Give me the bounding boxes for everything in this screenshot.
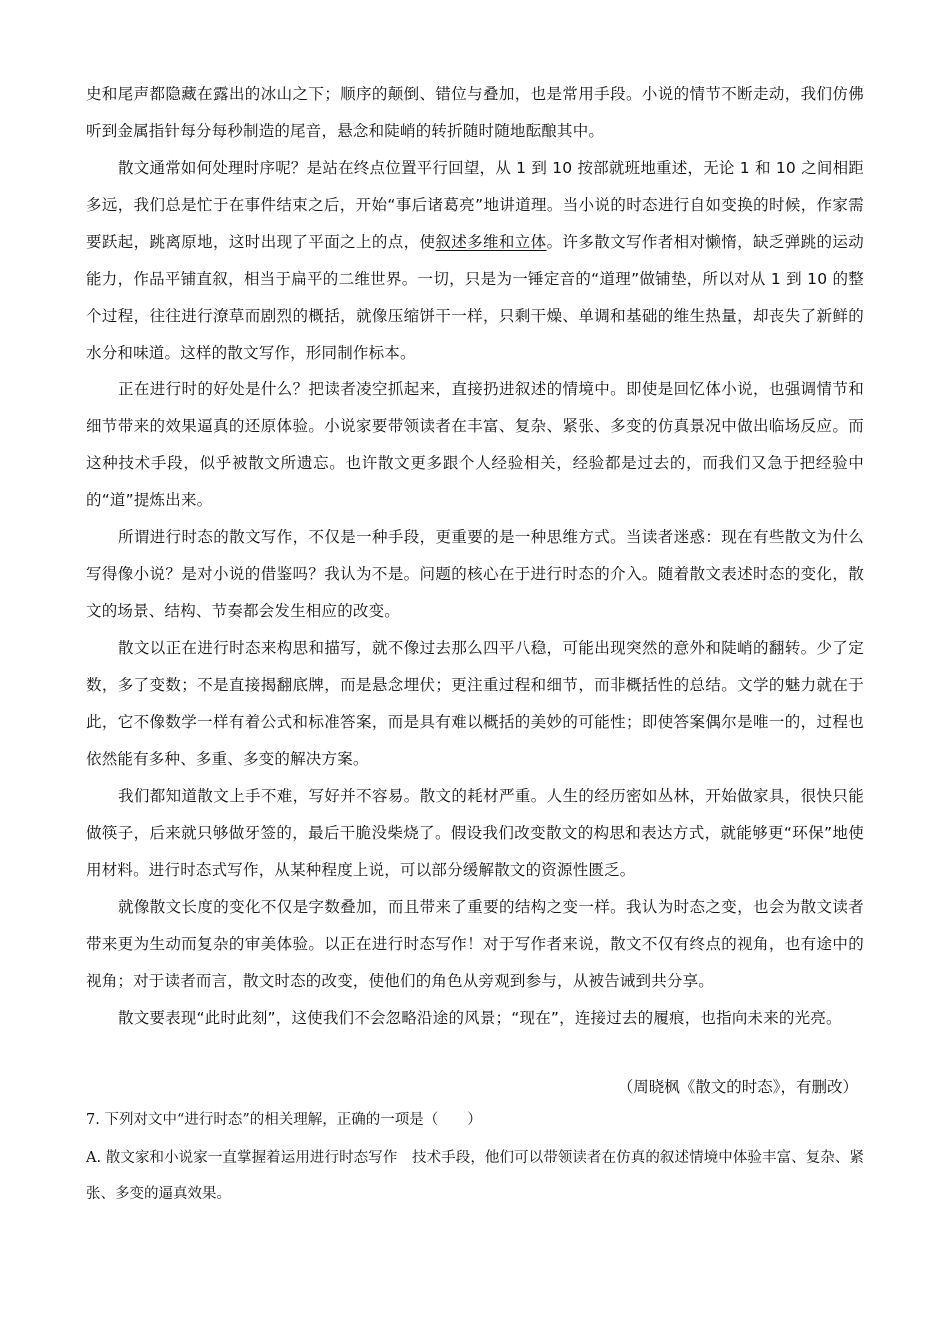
paragraph-6: 我们都知道散文上手不难，写好并不容易。散文的耗材严重。人生的经历密如丛林，开始做家具，很快只能做筷子，后来就只够做牙签的，最后干脆没柴烧了。假设我们改变散文的构思和表达方式，就能够更“环保”地使用材料。进行时态式写作，从某种程度上说，可以部分缓解散文的资源性匮乏。 <box>86 787 864 879</box>
paragraph-7: 就像散文长度的变化不仅是字数叠加，而且带来了重要的结构之变一样。我认为时态之变，也会为散文读者带来更为生动而复杂的审美体验。以正在进行时态写作！对于写作者来说，散文不仅有终点的视角，也有途中的视角；对于读者而言，散文时态的改变，使他们的角色从旁观到参与，从被告诫到共分享。 <box>86 898 864 990</box>
paragraph-4: 所谓进行时态的散文写作，不仅是一种手段，更重要的是一种思维方式。当读者迷惑：现在有些散文为什么写得像小说？是对小说的借鉴吗？我认为不是。问题的核心在于进行时态的介入。随着散文表述时态的变化，散文的场景、结构、节奏都会发生相应的改变。 <box>86 528 864 620</box>
paragraph-2-text-b: 。许多散文写作者相对懒惰，缺乏弹跳的运动能力，作品平铺直叙，相当于扁平的二维世界。一切，只是为一锤定音的“道理”做铺垫，所以对从 1 到 10 的整个过程，往往进行潦草而剧烈的概括，就像压缩饼干一样，只剩干燥、单调和基础的维生热量，却丧失了新鲜的水分和味道。这样的散文写作，形同制作标本。 <box>86 233 864 362</box>
paragraph-3: 正在进行时的好处是什么？把读者凌空抓起来，直接扔进叙述的情境中。即使是回忆体小说，也强调情节和细节带来的效果逼真的还原体验。小说家要带领读者在丰富、复杂、紧张、多变的仿真景况中做出临场反应。而这种技术手段，似乎被散文所遗忘。也许散文更多跟个人经验相关，经验都是过去的，而我们又急于把经验中的“道”提炼出来。 <box>86 380 864 509</box>
paragraph-1: 史和尾声都隐藏在露出的冰山之下；顺序的颠倒、错位与叠加，也是常用手段。小说的情节不断走动，我们仿佛听到金属指针每分每秒制造的尾音，悬念和陡峭的转折随时随地酝酿其中。 <box>86 85 864 140</box>
article-source: （周晓枫《散文的时态》，有删改） <box>617 1078 858 1096</box>
paragraph-8: 散文要表现“此时此刻”，这使我们不会忽略沿途的风景；“现在”，连接过去的履痕，也指向未来的光亮。 <box>118 1009 842 1027</box>
paragraph-2 <box>86 150 864 372</box>
question-stem: 7. 下列对文中“进行时态”的相关理解，正确的一项是（ ） <box>86 1112 482 1128</box>
option-a: A. 散文家和小说家一直掌握着运用进行时态写作 技术手段，他们可以带领读者在仿真的叙述情境中体验丰富、复杂、紧张、多变的逼真效果。 <box>86 1150 864 1202</box>
underlined-phrase: 叙述多维和立体 <box>435 233 547 251</box>
paragraph-5: 散文以正在进行时态来构思和描写，就不像过去那么四平八稳，可能出现突然的意外和陡峭的翻转。少了定数，多了变数；不是直接揭翻底牌，而是悬念埋伏；更注重过程和细节，而非概括性的总结。文学的魅力就在于此，它不像数学一样有着公式和标准答案，而是具有难以概括的美妙的可能性；即使答案偶尔是唯一的，过程也依然能有多种、多重、多变的解决方案。 <box>86 639 864 768</box>
paragraph-2-text-a: 散文通常如何处理时序呢？是站在终点位置平行回望，从 1 到 10 按部就班地重述，无论 1 和 10 之间相距多远，我们总是忙于在事件结束之后，开始“事后诸葛亮”地讲道理。当小说的时态进行自如变换的时候，作家需要跃起，跳离原地，这时出现了平面之上的点，使 <box>86 159 864 251</box>
